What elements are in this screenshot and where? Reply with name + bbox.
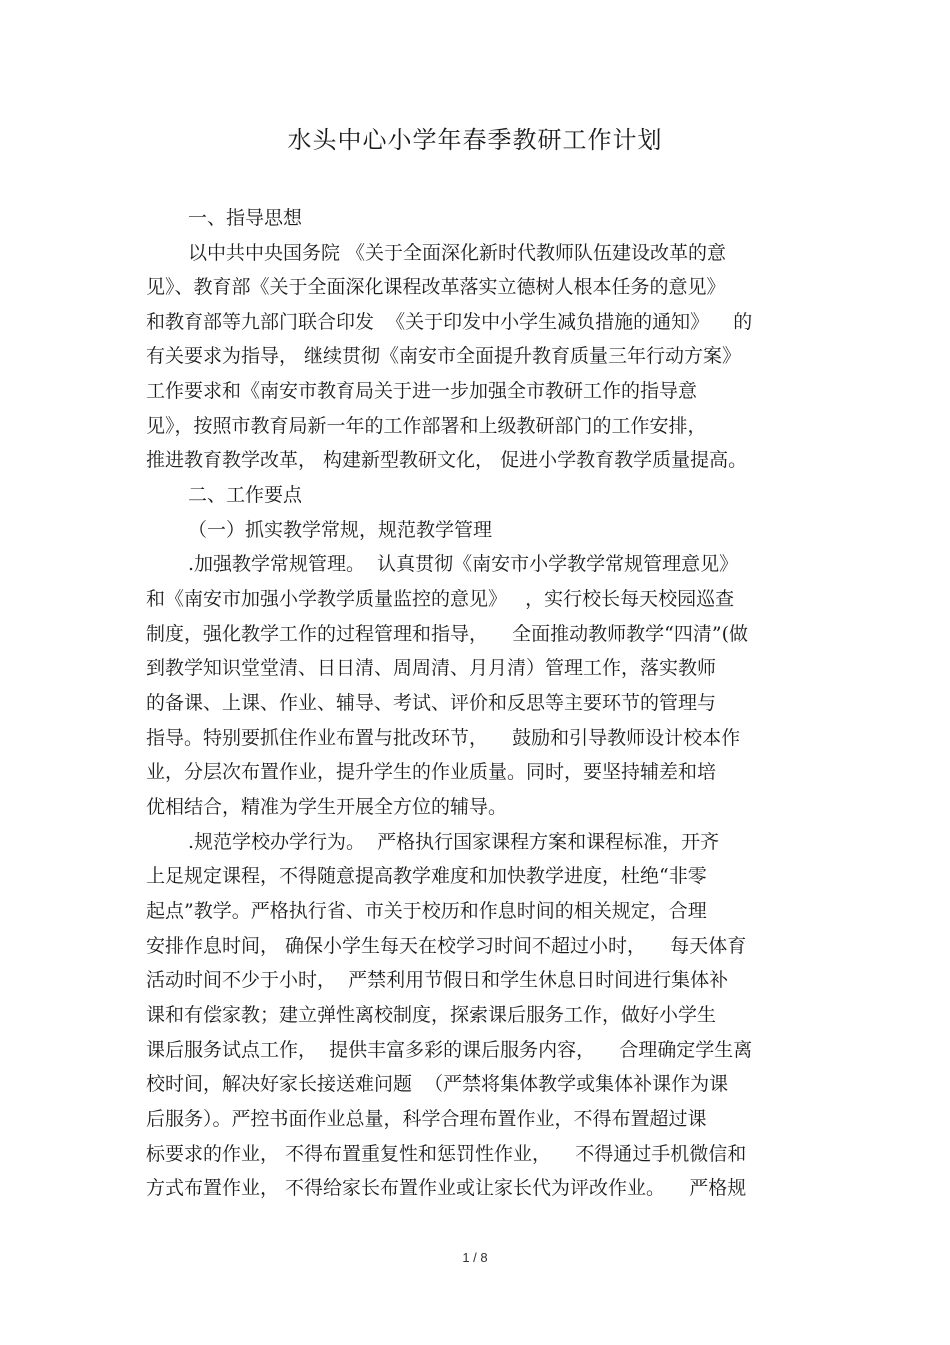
paragraph-line: 见》、教育部《关于全面深化课程改革落实立德树人根本任务的意见》 <box>146 276 726 298</box>
section-heading: 一、指导思想 <box>188 207 303 229</box>
paragraph-line: 课和有偿家教；建立弹性离校制度，探索课后服务工作，做好小学生 <box>146 1004 717 1026</box>
paragraph-line: 以中共中央国务院 《关于全面深化新时代教师队伍建设改革的意 <box>188 242 727 264</box>
paragraph-line: 制度，强化教学工作的过程管理和指导， 全面推动教师教学“四清”(做 <box>146 623 748 645</box>
paragraph-line: 有关要求为指导， 继续贯彻《南安市全面提升教育质量三年行动方案》 <box>146 345 742 367</box>
paragraph-line: 的备课、上课、作业、辅导、考试、评价和反思等主要环节的管理与 <box>146 692 717 714</box>
paragraph-line: 业，分层次布置作业，提升学生的作业质量。同时，要坚持辅差和培 <box>146 761 717 783</box>
paragraph-line: 活动时间不少于小时， 严禁利用节假日和学生休息日时间进行集体补 <box>146 969 729 991</box>
paragraph-line: 和教育部等九部门联合印发 《关于印发中小学生减负措施的通知》 的 <box>146 311 753 333</box>
document-title: 水头中心小学年春季教研工作计划 <box>287 126 663 154</box>
paragraph-line: 和《南安市加强小学教学质量监控的意见》 ，实行校长每天校园巡查 <box>146 588 735 610</box>
paragraph-line: 上足规定课程，不得随意提高教学难度和加快教学进度，杜绝“非零 <box>146 865 707 887</box>
paragraph-line: 工作要求和《南安市教育局关于进一步加强全市教研工作的指导意 <box>146 380 698 402</box>
paragraph-line: 到教学知识堂堂清、日日清、周周清、月月清）管理工作，落实教师 <box>146 657 717 679</box>
paragraph-line: .规范学校办学行为。 严格执行国家课程方案和课程标准，开齐 <box>188 831 720 853</box>
paragraph-line: 优相结合，精准为学生开展全方位的辅导。 <box>146 796 508 818</box>
section-heading: 二、工作要点 <box>188 484 303 506</box>
subsection-heading: （一）抓实教学常规，规范教学管理 <box>188 519 493 541</box>
paragraph-line: 校时间，解决好家长接送难问题 （严禁将集体教学或集体补课作为课 <box>146 1073 729 1095</box>
paragraph-line: .加强教学常规管理。 认真贯彻《南安市小学教学常规管理意见》 <box>188 553 739 575</box>
paragraph-line: 推进教育教学改革， 构建新型教研文化， 促进小学教育教学质量提高。 <box>146 449 748 471</box>
paragraph-line: 指导。特别要抓住作业布置与批改环节， 鼓励和引导教师设计校本作 <box>146 727 741 749</box>
paragraph-line: 见》，按照市教育局新一年的工作部署和上级教研部门的工作安排， <box>146 415 707 437</box>
paragraph-line: 安排作息时间， 确保小学生每天在校学习时间不超过小时， 每天体育 <box>146 935 747 957</box>
page-indicator: 1 / 8 <box>462 1250 488 1265</box>
paragraph-line: 标要求的作业， 不得布置重复性和惩罚性作业， 不得通过手机微信和 <box>146 1143 747 1165</box>
paragraph-line: 起点”教学。严格执行省、市关于校历和作息时间的相关规定，合理 <box>146 900 707 922</box>
paragraph-line: 方式布置作业， 不得给家长布置作业或让家长代为评改作业。 严格规 <box>146 1177 747 1199</box>
paragraph-line: 课后服务试点工作， 提供丰富多彩的课后服务内容， 合理确定学生离 <box>146 1039 753 1061</box>
paragraph-line: 后服务）。严控书面作业总量，科学合理布置作业，不得布置超过课 <box>146 1108 707 1130</box>
